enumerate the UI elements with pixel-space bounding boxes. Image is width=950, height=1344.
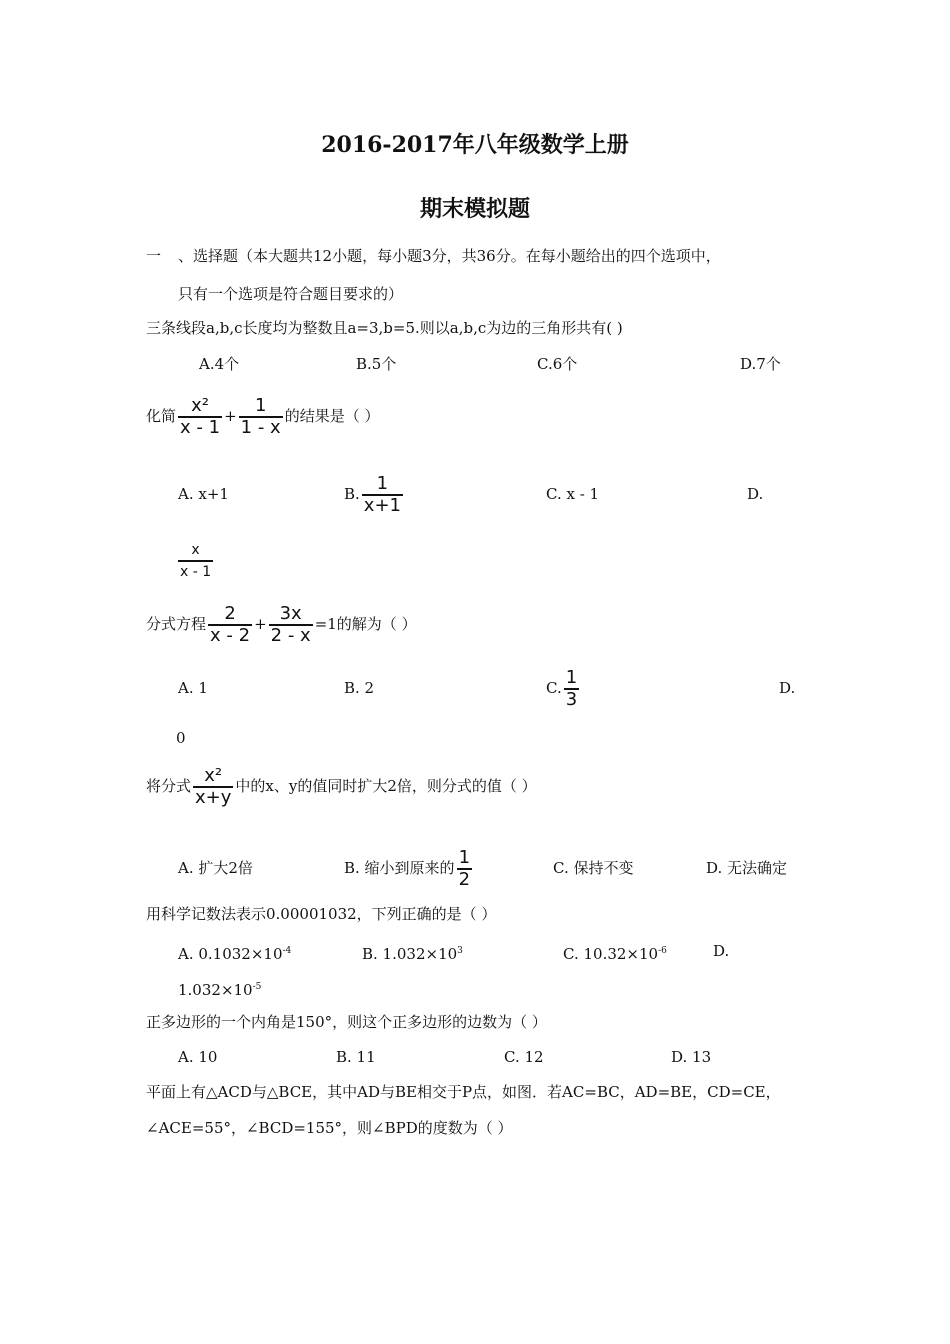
q2-suffix: 的结果是（ ） bbox=[284, 407, 380, 425]
q2-fraction-2 bbox=[239, 396, 283, 438]
q3-stem bbox=[146, 596, 417, 652]
q1-option-d: D.7个 bbox=[740, 355, 781, 373]
q4-option-b-fraction bbox=[457, 848, 472, 890]
q3-option-d: D. bbox=[779, 679, 796, 697]
q2-option-b-denominator: x+1 bbox=[363, 495, 401, 516]
q2-option-d-fraction bbox=[176, 540, 215, 582]
q3-option-c-numerator: 1 bbox=[565, 667, 578, 688]
q4-option-c: C. 保持不变 bbox=[553, 859, 634, 877]
q1-option-a bbox=[199, 354, 239, 374]
q4-option-b bbox=[344, 840, 474, 896]
q5-option-d-exponent: -5 bbox=[252, 982, 262, 992]
q5-option-a bbox=[178, 941, 291, 964]
doc-subtitle: 期末模拟题 bbox=[419, 196, 530, 222]
q3-option-b: B. 2 bbox=[344, 679, 375, 697]
q1-text: 三条线段a,b,c长度均为整数且a=3,b=5.则以a,b,c为边的三角形共有( ) bbox=[146, 319, 623, 337]
q6-option-b: B. 11 bbox=[336, 1048, 376, 1066]
q4-prefix: 将分式 bbox=[146, 777, 192, 795]
q3-fraction-2 bbox=[269, 604, 313, 646]
q3-option-c-denominator: 3 bbox=[565, 689, 578, 710]
q5-option-d-value bbox=[178, 977, 261, 1000]
q5-option-d-base: 1.032×10 bbox=[178, 981, 253, 999]
q1-option-a-value: 4个 bbox=[214, 355, 240, 373]
q6-option-c: C. 12 bbox=[504, 1048, 544, 1066]
q4-suffix: 中的x、y的值同时扩大2倍，则分式的值（ ） bbox=[235, 777, 537, 795]
q1-option-b: B.5个 bbox=[356, 355, 397, 373]
q5-option-c bbox=[563, 941, 667, 964]
q3-option-a: A. 1 bbox=[178, 679, 208, 697]
q4-option-b-numerator: 1 bbox=[458, 847, 471, 868]
q2-option-a: A. x+1 bbox=[178, 485, 229, 503]
q3-prefix: 分式方程 bbox=[146, 615, 207, 633]
q5-option-b-exponent: 3 bbox=[457, 946, 463, 956]
q5-option-b bbox=[362, 941, 463, 964]
q2-option-d-denominator: x - 1 bbox=[178, 560, 213, 582]
q6-option-a: A. 10 bbox=[178, 1048, 218, 1066]
section-number: 一 bbox=[146, 247, 162, 265]
q5-text: 用科学记数法表示0.00001032，下列正确的是（ ） bbox=[146, 905, 497, 923]
q3-suffix: =1的解为（ ） bbox=[314, 615, 417, 633]
q2-fraction-1 bbox=[178, 396, 222, 438]
q3-plus: + bbox=[254, 615, 267, 633]
q1-option-c: C.6个 bbox=[537, 355, 578, 373]
q4-fraction-denominator: x+y bbox=[195, 787, 232, 808]
section-instructions-line2: 只有一个选项是符合题目要求的） bbox=[178, 285, 404, 303]
q3-fraction-1-numerator: 2 bbox=[224, 603, 236, 624]
q4-option-a: A. 扩大2倍 bbox=[178, 859, 253, 877]
q3-option-c-fraction bbox=[564, 668, 579, 710]
doc-title: 2016-2017年八年级数学上册 bbox=[321, 132, 629, 158]
q2-fraction-2-denominator: 1 - x bbox=[240, 417, 281, 438]
q4-fraction bbox=[193, 766, 233, 808]
q5-option-d: D. bbox=[713, 942, 730, 960]
q5-option-a-exponent: -4 bbox=[282, 946, 292, 956]
q4-option-b-denominator: 2 bbox=[458, 869, 471, 890]
q3-option-c bbox=[546, 660, 581, 716]
q3-fraction-1 bbox=[208, 604, 252, 646]
section-instructions-line1: 、选择题（本大题共12小题，每小题3分，共36分。在每小题给出的四个选项中， bbox=[178, 247, 721, 265]
q3-option-d-value: 0 bbox=[176, 729, 186, 747]
q3-fraction-2-numerator: 3x bbox=[279, 603, 302, 624]
q3-fraction-1-denominator: x - 2 bbox=[210, 625, 251, 646]
q4-option-d: D. 无法确定 bbox=[706, 859, 788, 877]
q2-fraction-2-numerator: 1 bbox=[254, 395, 267, 416]
q3-fraction-2-denominator: 2 - x bbox=[270, 625, 311, 646]
q2-stem bbox=[146, 386, 379, 446]
q2-option-b-fraction bbox=[362, 474, 403, 516]
q6-text: 正多边形的一个内角是150°，则这个正多边形的边数为（ ） bbox=[146, 1013, 547, 1031]
q4-fraction-numerator: x² bbox=[204, 765, 223, 786]
q7-text-line1: 平面上有△ACD与△BCE，其中AD与BE相交于P点，如图．若AC=BC，AD=BE，CD=CE， bbox=[146, 1083, 781, 1101]
q2-plus: + bbox=[224, 407, 237, 425]
q2-fraction-1-denominator: x - 1 bbox=[180, 417, 221, 438]
q4-option-b-label: B. 缩小到原来的 bbox=[344, 859, 455, 877]
q3-option-c-label: C. bbox=[546, 679, 562, 697]
q5-option-a-base: A. 0.1032×10 bbox=[178, 945, 283, 963]
q2-option-b-label: B. bbox=[344, 485, 360, 503]
q2-option-b bbox=[344, 466, 405, 522]
q2-option-d-numerator: x bbox=[191, 542, 200, 558]
q5-option-c-exponent: -6 bbox=[658, 946, 667, 956]
q5-option-b-base: B. 1.032×10 bbox=[362, 945, 458, 963]
q6-option-d: D. 13 bbox=[671, 1048, 712, 1066]
q1-option-a-label: A. bbox=[199, 355, 215, 373]
q2-fraction-1-numerator: x² bbox=[191, 395, 209, 416]
q2-option-c: C. x - 1 bbox=[546, 485, 600, 503]
q2-option-b-numerator: 1 bbox=[376, 473, 389, 494]
q5-option-c-base: C. 10.32×10 bbox=[563, 945, 659, 963]
q2-option-d: D. bbox=[747, 485, 764, 503]
q2-prefix: 化简 bbox=[146, 407, 177, 425]
q4-stem bbox=[146, 758, 537, 814]
q7-text-line2: ∠ACE=55°，∠BCD=155°，则∠BPD的度数为（ ） bbox=[146, 1119, 513, 1137]
